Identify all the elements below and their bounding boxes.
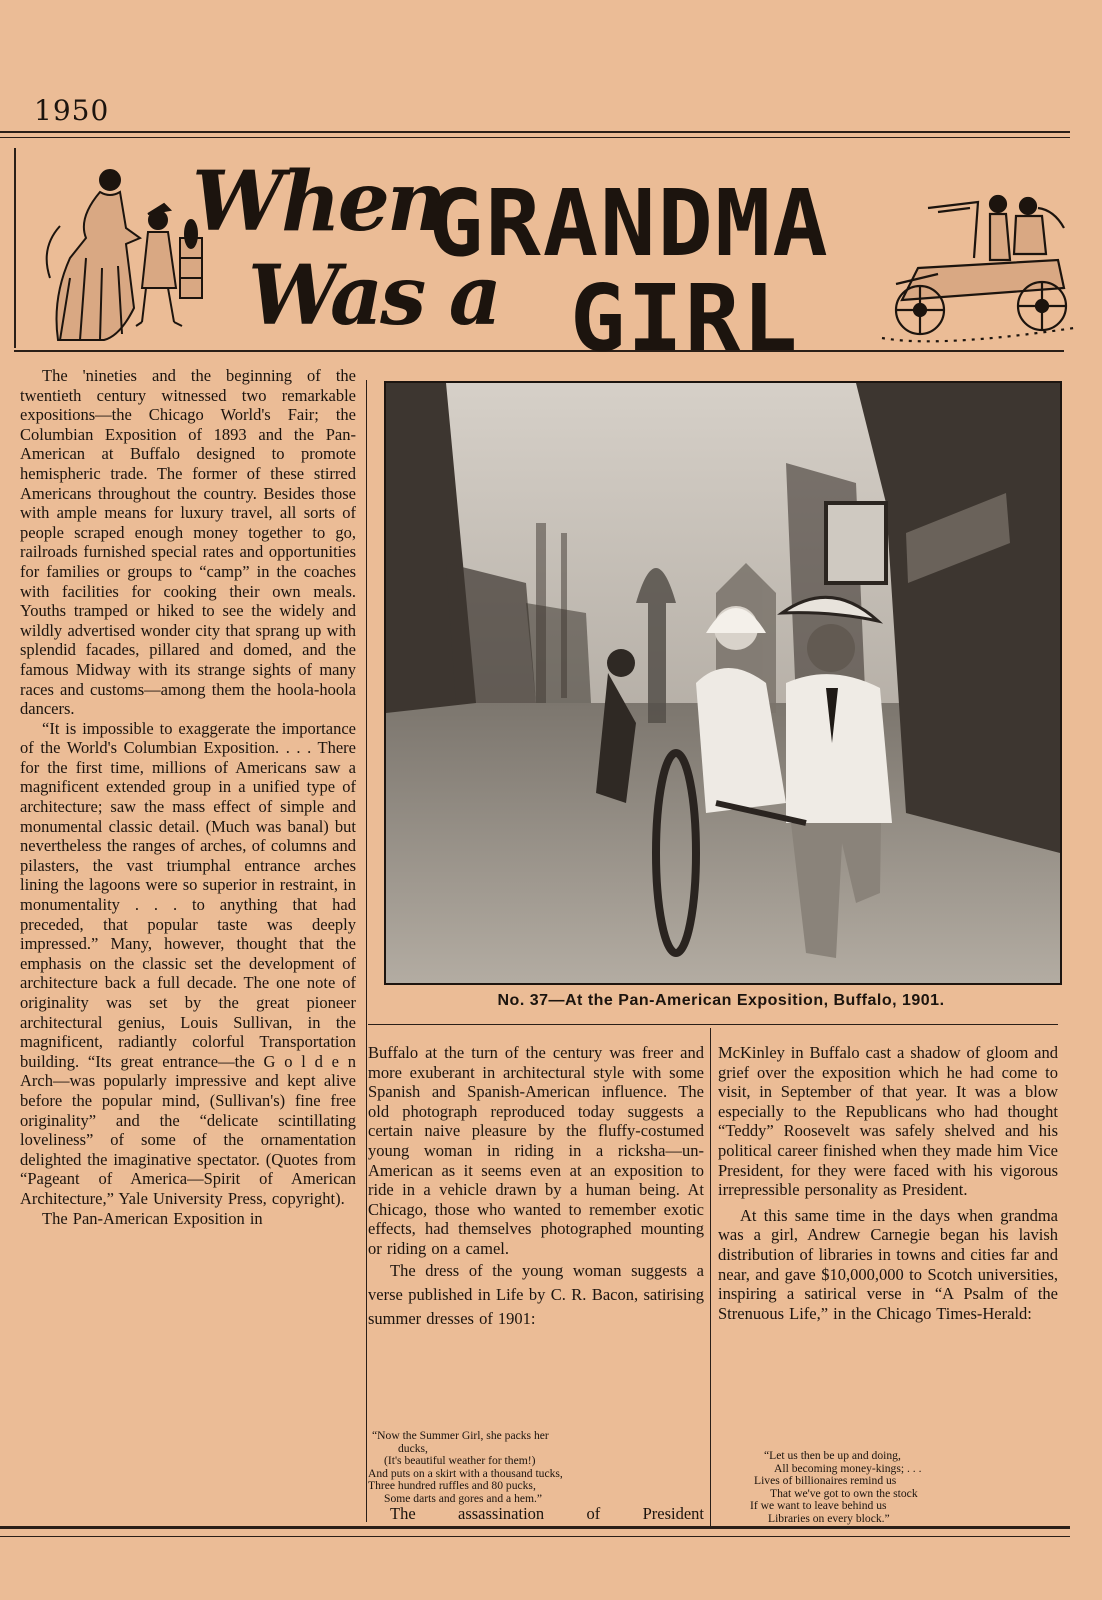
column-2-paragraph: The dress of the young woman suggests a verse published in Life by C. R. Bacon, satirising summer dresses of 1901:	[368, 1260, 704, 1328]
column-2-paragraph: Buffalo at the turn of the century was freer and more exuberant in architectural style with some Spanish and Spanish-American influence. The old photograph reproduced today suggests a certain naive pleasure by the fluffy-costumed young woman in riding in a ricksha—un-American as it seems even at an exposition to ride in a vehicle drawn by a human being. At Chicago, those who wanted to remember exotic effects, had themselves photographed mounting or riding on a camel.	[368, 1043, 704, 1258]
grandma-and-girl-illustration	[30, 158, 210, 348]
verse-line: That we've got to own the stock	[770, 1486, 918, 1500]
photo-caption: No. 37—At the Pan-American Exposition, Buffalo, 1901.	[497, 992, 945, 1009]
column-2-closing-line: The assassination of President	[390, 1504, 704, 1523]
verse-line: Lives of billionaires remind us	[754, 1474, 897, 1488]
column-3-text	[718, 1043, 1058, 1323]
column-1-text	[20, 366, 356, 1228]
title-block-girl: GIRL	[570, 265, 800, 372]
title-script-was-a: Was a	[248, 248, 499, 344]
bottom-rule-thin	[0, 1536, 1070, 1537]
caption-rule	[368, 1024, 1058, 1025]
verse-line: All becoming money-kings; . . .	[774, 1461, 922, 1475]
verse-line: (It's beautiful weather for them!)	[384, 1454, 536, 1468]
bottom-rule	[0, 1526, 1070, 1529]
column-3-paragraph: At this same time in the days when grandma was a girl, Andrew Carnegie began his lavish distribution of libraries in towns and cities far and near, and gave $10,000,000 to Scotch universities, inspiring a satirical verse in “A Psalm of the Strenuous Life,” in the Chicago Times-Herald:	[718, 1205, 1058, 1323]
column-1-paragraph: The Pan-American Exposition in	[42, 1208, 263, 1228]
psalm-verse	[750, 1450, 1050, 1526]
top-rule-thin	[0, 137, 1070, 138]
column-3-paragraph: McKinley in Buffalo cast a shadow of gloom and grief over the exposition which he had come to visit, in September of that year. It was a blow especially to the Republicans who had thought “Teddy” Roosevelt was safely shelved and his political career finished when they made him Vice President, for they were faced with his vigorous irrepressible personality as President.	[718, 1043, 1058, 1200]
verse-line: If we want to leave behind us	[750, 1499, 887, 1513]
verse-line: And puts on a skirt with a thousand tucks,	[368, 1466, 563, 1480]
verse-line: “Let us then be up and doing,	[764, 1449, 901, 1462]
year-label: 1950	[34, 94, 110, 127]
title-block-grandma: GRANDMA	[428, 170, 830, 277]
antique-car-illustration	[878, 188, 1078, 353]
column-1-paragraph: “It is impossible to exaggerate the importance of the World's Columbian Exposition. . . . There for the first time, millions of Americans saw a magnificent extended group in a unified type of architecture; saw the mass effect of simple and monumental classic detail. (Much was banal) but nevertheless the ranges of arches, of columns and pilasters, the vast triumphal entrance arches lining the lagoons were so superior in restraint, in monumentality . . . to anything that had preceded, that popular taste was deeply impressed.” Many, however, thought that the emphasis on the classic set the development of architecture back a full decade. The one note of originality was set by the great pioneer architectural genius, Louis Sullivan, in the magnificent, radiantly colorful Transportation building. “Its great entrance—the G o l d e n Arch—was popularly impressive and kept alive before the popular mind, (Sullivan's) fine free originality” and the “delicate scintillating loveliness” of some of the ornamentation delighted the imaginative spectator. (Quotes from “Pageant of America—Spirit of American Architecture,” Yale University Press, copyright).	[20, 718, 356, 1208]
title-script-when: When	[192, 154, 444, 250]
verse-line: Three hundred ruffles and 80 pucks,	[368, 1479, 536, 1493]
verse-line: “Now the Summer Girl, she packs her	[372, 1429, 549, 1442]
verse-line: ducks,	[398, 1441, 428, 1455]
top-rule	[0, 131, 1070, 133]
column-2-closing	[368, 1504, 704, 1524]
column-1-paragraph: The 'nineties and the beginning of the twentieth century witnessed two remarkable expositions—the Chicago World's Fair; the Columbian Exposition of 1893 and the Pan-American at Buffalo designed to promote hemispheric trade. The former of these stirred Americans throughout the country. Besides those with ample means for luxury travel, all sorts of people scraped enough money together to go, railroads furnished special rates and opportunities for families or groups to “camp” in the coaches with facilities for cooking their own meals. Youths tramped or hiked to see the widely and wildly advertised wonder city that sprang up with splendid facades, pillared and domed, and the famous Midway with its strange sights of many races and customs—among them the hoola-hoola dancers.	[20, 366, 356, 719]
column-2-text	[368, 1043, 704, 1331]
ricksha-photo	[384, 381, 1062, 985]
summer-girl-verse	[368, 1430, 704, 1506]
column-rule-1	[366, 380, 367, 1522]
verse-line: Libraries on every block.”	[768, 1511, 890, 1525]
column-rule-2	[710, 1028, 711, 1528]
verse-line: Some darts and gores and a hem.”	[384, 1491, 543, 1505]
left-border-rule	[14, 148, 16, 348]
